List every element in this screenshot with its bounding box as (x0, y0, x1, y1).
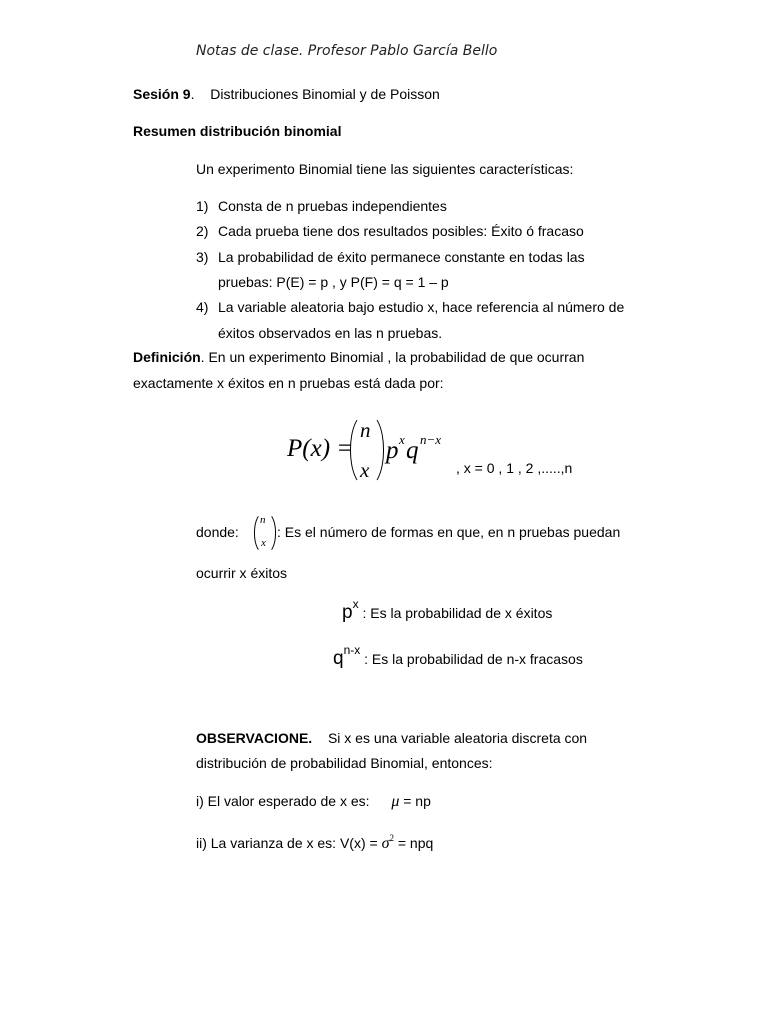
list-item-1-text: Consta de n pruebas independientes (218, 198, 447, 214)
observacion-text-1: Si x es una variable aleatoria discreta con (327, 730, 588, 746)
formula-binomial-bottom: x (360, 458, 370, 482)
observacion-item-2 (196, 833, 434, 852)
list-item-1-num: 1) (196, 198, 209, 214)
mu-symbol: μ (391, 793, 400, 810)
qnx-base: q (333, 648, 344, 669)
definition-text-2: exactamente x éxitos en n pruebas está dada por: (133, 375, 444, 391)
sigma-exponent: 2 (389, 833, 394, 843)
list-item-3-text: La probabilidad de éxito permanece constante en todas las (218, 249, 585, 265)
section-title: Resumen distribución binomial (133, 123, 342, 139)
list-item-4-num: 4) (196, 299, 209, 315)
donde-text-2: ocurrir x éxitos (196, 565, 288, 581)
definition-text-1: . En un experimento Binomial , la probabilidad de que ocurran (200, 349, 585, 365)
observacion-label: OBSERVACIONE. (196, 730, 313, 746)
list-item-3-cont: pruebas: P(E) = p , y P(F) = q = 1 – p (218, 274, 449, 290)
session-dot: . (190, 86, 195, 102)
qnx-text: : Es la probabilidad de n-x fracasos (360, 651, 583, 667)
donde-label: donde: (196, 524, 239, 540)
formula-binomial-top: n (360, 418, 371, 442)
observacion-line-1 (196, 731, 587, 745)
session-label: Sesión 9 (133, 86, 191, 102)
qnx-exponent: n-x (343, 643, 361, 657)
px-exponent: x (352, 597, 359, 611)
list-item-2-text: Cada prueba tiene dos resultados posibles: Éxito ó fracaso (218, 223, 584, 239)
formula-lhs: P(x) = (287, 435, 354, 462)
donde-text-1: : Es el número de formas en que, en n pruebas puedan (277, 524, 621, 540)
formula-range: , x = 0 , 1 , 2 ,.....,n (456, 460, 573, 476)
formula-q: q (406, 437, 419, 464)
definition-label: Definición (133, 349, 201, 365)
observacion-text-2: distribución de probabilidad Binomial, entonces: (196, 755, 493, 771)
formula-q-exponent: n−x (420, 432, 442, 447)
definition-line-1 (133, 350, 584, 364)
donde-binomial-bottom: x (261, 537, 266, 549)
formula-p: p (386, 437, 399, 464)
qnx-line (333, 643, 583, 669)
px-line (342, 597, 553, 623)
list-item-4-text: La variable aleatoria bajo estudio x, hace referencia al número de (218, 299, 625, 315)
list-item-2-num: 2) (196, 223, 209, 239)
observacion-item-2-value: = npq (393, 835, 434, 851)
observacion-item-1-text: i) El valor esperado de x es: (196, 793, 370, 809)
observacion-item-2-text: ii) La varianza de x es: V(x) = (196, 835, 382, 851)
sigma-symbol: σ (381, 835, 390, 852)
list-item-4-cont: éxitos observados en las n pruebas. (218, 325, 443, 341)
px-base: p (342, 602, 353, 623)
page-header: Notas de clase. Profesor Pablo García Bello (196, 43, 498, 59)
donde-binomial-top: n (260, 514, 266, 526)
list-item-3-num: 3) (196, 249, 209, 265)
intro-text: Un experimento Binomial tiene las siguientes características: (196, 161, 574, 177)
session-title: Distribuciones Binomial y de Poisson (210, 86, 440, 102)
observacion-item-1 (196, 794, 431, 810)
px-text: : Es la probabilidad de x éxitos (358, 605, 553, 621)
formula-p-exponent: x (399, 432, 405, 447)
observacion-item-1-value: = np (399, 793, 431, 809)
session-line (133, 87, 440, 101)
